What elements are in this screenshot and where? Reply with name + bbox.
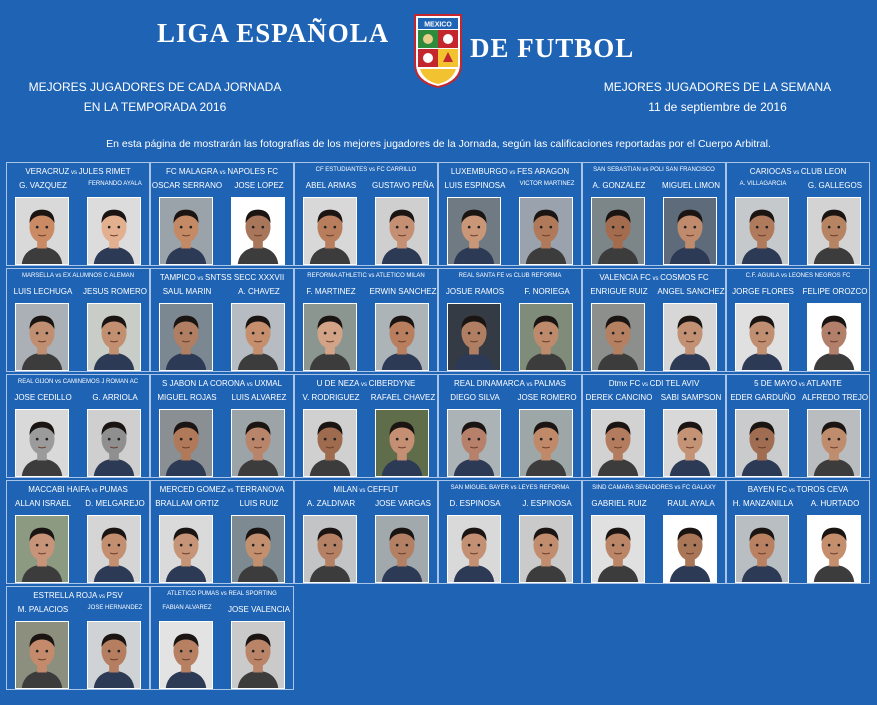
match-cell — [582, 162, 726, 266]
player-photo — [663, 515, 717, 583]
away-team: TOROS CEVA — [796, 485, 849, 494]
player-name: J. ESPINOSA — [522, 499, 572, 508]
player-name: LUIS RUIZ — [239, 499, 279, 508]
vs-separator: vs — [640, 382, 650, 388]
player-photo — [807, 303, 861, 371]
match-label — [151, 485, 293, 494]
home-team: ATLETICO PUMAS — [167, 591, 220, 597]
match-label — [727, 379, 869, 388]
player-name: JOSUE RAMOS — [445, 287, 505, 296]
home-team: CF ESTUDIANTES — [315, 167, 368, 173]
player-photo — [15, 303, 69, 371]
player-photo — [447, 515, 501, 583]
player-photo — [807, 197, 861, 265]
away-team: PALMAS — [534, 379, 567, 388]
match-label — [151, 167, 293, 176]
player-photo — [303, 197, 357, 265]
match-label — [583, 379, 725, 388]
player-name: JOSE VALENCIA — [227, 605, 291, 614]
match-label — [727, 273, 869, 279]
away-team: CDI TEL AVIV — [649, 379, 700, 388]
match-label — [7, 167, 149, 176]
match-cell — [150, 480, 294, 584]
vs-separator: vs — [366, 273, 376, 279]
player-photo — [87, 621, 141, 689]
away-team: SNTSS SECC XXXVII — [205, 273, 285, 282]
player-name: FABIAN ALVAREZ — [162, 605, 212, 611]
player-name: BRALLAM ORTIZ — [155, 499, 219, 508]
vs-separator: vs — [367, 167, 377, 173]
player-photo — [15, 409, 69, 477]
home-team: REAL GIJON — [17, 379, 54, 385]
away-team: EX ALUMNOS C ALEMAN — [63, 273, 135, 279]
away-team: ATLETICO MILAN — [375, 273, 425, 279]
match-label — [583, 485, 725, 491]
match-cell — [6, 162, 150, 266]
player-photo — [231, 515, 285, 583]
match-cell — [294, 480, 438, 584]
match-cell — [6, 374, 150, 478]
player-photo — [231, 303, 285, 371]
player-name: SAUL MARIN — [162, 287, 212, 296]
away-team: TERRANOVA — [235, 485, 285, 494]
match-cell — [150, 586, 294, 690]
player-name: H. MANZANILLA — [732, 499, 794, 508]
player-name: JOSE LOPEZ — [234, 181, 284, 190]
away-team: JULES RIMET — [78, 167, 131, 176]
match-label — [151, 591, 293, 597]
player-name: ALFREDO TREJO — [801, 393, 869, 402]
season-heading — [20, 77, 290, 117]
player-name: RAFAEL CHAVEZ — [370, 393, 436, 402]
match-cell — [726, 374, 870, 478]
player-name: EDER GARDUÑO — [730, 393, 796, 402]
home-team: Dtmx FC — [608, 379, 641, 388]
player-photo — [375, 303, 429, 371]
site-title-left: LIGA ESPAÑOLA — [157, 18, 390, 48]
player-name: GUSTAVO PEÑA — [372, 181, 434, 190]
match-label — [7, 379, 149, 385]
player-photo — [15, 197, 69, 265]
player-name: M. PALACIOS — [17, 605, 69, 614]
match-label — [295, 485, 437, 494]
player-name: FERNANDO AYALA — [88, 181, 142, 187]
vs-separator: vs — [779, 273, 789, 279]
vs-separator: vs — [797, 382, 807, 388]
away-team: ATLANTE — [806, 379, 842, 388]
player-name: JORGE FLORES — [732, 287, 794, 296]
player-photo — [159, 409, 213, 477]
player-photo — [519, 515, 573, 583]
away-team: POLI SAN FRANCISCO — [650, 167, 715, 173]
home-team: FC MALAGRA — [165, 167, 218, 176]
player-photo — [375, 409, 429, 477]
vs-separator: vs — [90, 488, 100, 494]
player-name: MIGUEL LIMON — [662, 181, 720, 190]
match-cell — [726, 268, 870, 372]
match-label — [7, 591, 149, 600]
player-name: A. CHAVEZ — [238, 287, 280, 296]
player-photo — [15, 515, 69, 583]
intro-text: En esta página de mostrarán las fotografías de los mejores jugadores de la Jornada, según las calificaciones reportadas por el Cuerpo Arbitral. — [106, 138, 771, 150]
match-label — [439, 379, 581, 388]
player-name: A. GONZALEZ — [592, 181, 646, 190]
vs-separator: vs — [53, 273, 63, 279]
player-photo — [735, 197, 789, 265]
match-cell — [6, 586, 150, 690]
vs-separator: vs — [787, 488, 797, 494]
match-label — [295, 379, 437, 388]
match-label — [151, 379, 293, 388]
away-team: CAMINEMOS J ROMAN AC — [62, 379, 139, 385]
vs-separator: vs — [53, 379, 63, 385]
player-photo — [375, 515, 429, 583]
player-name: ENRIGUE RUIZ — [590, 287, 648, 296]
player-name: VICTOR MARTINEZ — [519, 181, 575, 187]
player-photo — [159, 621, 213, 689]
match-label — [439, 167, 581, 176]
player-photo — [807, 515, 861, 583]
vs-separator: vs — [97, 594, 107, 600]
away-team: CLUB LEON — [800, 167, 847, 176]
home-team: SAN SEBASTIAN — [593, 167, 641, 173]
match-cell — [150, 162, 294, 266]
vs-separator: vs — [359, 382, 369, 388]
player-name: MIGUEL ROJAS — [157, 393, 217, 402]
vs-separator: vs — [507, 170, 518, 176]
player-name: JOSE HERNANDEZ — [87, 605, 143, 611]
home-team: TAMPICO — [159, 273, 196, 282]
player-name: A. ZALDIVAR — [306, 499, 356, 508]
player-photo — [591, 409, 645, 477]
player-photo — [735, 409, 789, 477]
match-cell — [438, 268, 582, 372]
player-name: JOSE CEDILLO — [14, 393, 72, 402]
player-photo — [447, 197, 501, 265]
away-team: FES ARAGON — [517, 167, 570, 176]
player-name: FELIPE OROZCO — [802, 287, 868, 296]
player-name: A. VILLAGARCIA — [739, 181, 787, 187]
match-label — [583, 167, 725, 173]
player-photo — [231, 621, 285, 689]
match-label — [727, 485, 869, 494]
player-name: ERWIN SANCHEZ — [369, 287, 437, 296]
vs-separator: vs — [195, 276, 206, 282]
vs-separator: vs — [640, 167, 651, 173]
player-photo — [519, 409, 573, 477]
player-photo — [303, 303, 357, 371]
vs-separator: vs — [217, 170, 228, 176]
player-photo — [591, 515, 645, 583]
player-photo — [735, 515, 789, 583]
player-photo — [591, 303, 645, 371]
player-name: G. ARRIOLA — [92, 393, 138, 402]
match-cell — [6, 268, 150, 372]
player-name: DIEGO SILVA — [450, 393, 500, 402]
player-name: GABRIEL RUIZ — [591, 499, 647, 508]
home-team: MACCABI HAIFA — [28, 485, 90, 494]
match-cell — [582, 374, 726, 478]
player-photo — [519, 303, 573, 371]
week-heading-line2: 11 de septiembre de 2016 — [648, 100, 787, 114]
match-label — [7, 273, 149, 279]
player-photo — [663, 197, 717, 265]
vs-separator: vs — [672, 485, 683, 491]
vs-separator: vs — [650, 276, 661, 282]
player-name: ANGEL SANCHEZ — [657, 287, 725, 296]
match-label — [295, 167, 437, 173]
home-team: REAL SANTA FE — [458, 273, 505, 279]
player-photo — [159, 303, 213, 371]
home-team: ESTRELLA ROJA — [33, 591, 98, 600]
player-photo — [159, 197, 213, 265]
player-name: G. VAZQUEZ — [19, 181, 67, 190]
match-label — [583, 273, 725, 282]
league-crest — [412, 12, 464, 89]
home-team: MILAN — [333, 485, 358, 494]
away-team: CLUB REFORMA — [513, 273, 562, 279]
player-photo — [87, 409, 141, 477]
vs-separator: vs — [69, 170, 79, 176]
away-team: CEFFUT — [367, 485, 399, 494]
match-label — [7, 485, 149, 494]
player-photo — [159, 515, 213, 583]
match-cell — [294, 268, 438, 372]
player-name: D. ESPINOSA — [449, 499, 501, 508]
player-photo — [519, 197, 573, 265]
home-team: SAN MIGUEL BAYER — [450, 485, 509, 491]
home-team: REFORMA ATHLETIC — [307, 273, 367, 279]
home-team: 5 DE MAYO — [754, 379, 798, 388]
player-photo — [447, 303, 501, 371]
match-label — [727, 167, 869, 176]
home-team: C.F. AGUILA — [745, 273, 780, 279]
player-photo — [87, 515, 141, 583]
player-photo — [303, 515, 357, 583]
player-photo — [663, 303, 717, 371]
home-team: VERACRUZ — [25, 167, 70, 176]
vs-separator: vs — [219, 591, 229, 597]
player-name: G. GALLEGOS — [807, 181, 863, 190]
player-name: DEREK CANCINO — [585, 393, 653, 402]
player-name: JOSE ROMERO — [517, 393, 577, 402]
match-cell — [6, 480, 150, 584]
away-team: LEONES NEGROS FC — [788, 273, 851, 279]
away-team: PSV — [106, 591, 123, 600]
player-name: LUIS ALVAREZ — [231, 393, 287, 402]
away-team: NAPOLES FC — [227, 167, 279, 176]
vs-separator: vs — [245, 382, 255, 388]
player-name: JESUS ROMERO — [82, 287, 147, 296]
match-cell — [438, 480, 582, 584]
player-name: ALLAN ISRAEL — [14, 499, 72, 508]
player-name: LUIS ESPINOSA — [444, 181, 506, 190]
player-photo — [591, 197, 645, 265]
week-heading — [590, 77, 845, 117]
match-cell — [150, 374, 294, 478]
away-team: FC CARRILLO — [376, 167, 417, 173]
player-photo — [231, 197, 285, 265]
home-team: VALENCIA FC — [599, 273, 651, 282]
vs-separator: vs — [504, 273, 514, 279]
season-heading-line2: EN LA TEMPORADA 2016 — [83, 100, 227, 114]
match-cell — [438, 374, 582, 478]
player-photo — [303, 409, 357, 477]
week-heading-line1: MEJORES JUGADORES DE LA SEMANA — [603, 80, 832, 94]
home-team: MERCED GOMEZ — [159, 485, 226, 494]
away-team: LEYES REFORMA — [518, 485, 570, 491]
match-cell — [726, 162, 870, 266]
home-team: LUXEMBURGO — [450, 167, 508, 176]
match-cell — [294, 162, 438, 266]
player-photo — [87, 197, 141, 265]
home-team: CARIOCAS — [749, 167, 792, 176]
player-photo — [87, 303, 141, 371]
vs-separator: vs — [524, 382, 535, 388]
match-label — [439, 273, 581, 279]
home-team: S JABON LA CORONA — [161, 379, 246, 388]
crest-label: MEXICO — [424, 21, 452, 29]
player-name: SABI SAMPSON — [660, 393, 722, 402]
match-cell — [294, 374, 438, 478]
away-team: PUMAS — [99, 485, 128, 494]
player-photo — [735, 303, 789, 371]
away-team: FC GALAXY — [682, 485, 716, 491]
site-title-right: DE FUTBOL — [470, 33, 635, 63]
player-name: F. NORIEGA — [524, 287, 570, 296]
home-team: REAL DINAMARCA — [453, 379, 525, 388]
away-team: UXMAL — [254, 379, 283, 388]
player-name: OSCAR SERRANO — [151, 181, 223, 190]
match-cell — [582, 480, 726, 584]
player-name: ABEL ARMAS — [305, 181, 357, 190]
match-cell — [726, 480, 870, 584]
vs-separator: vs — [791, 170, 801, 176]
player-name: F. MARTINEZ — [306, 287, 356, 296]
home-team: MARSELLA — [21, 273, 54, 279]
player-name: A. HURTADO — [810, 499, 860, 508]
match-cell — [438, 162, 582, 266]
player-photo — [231, 409, 285, 477]
vs-separator: vs — [509, 485, 519, 491]
player-photo — [447, 409, 501, 477]
home-team: SIND CAMARA SENADORES — [592, 485, 673, 491]
player-name: LUIS LECHUGA — [13, 287, 73, 296]
season-heading-line1: MEJORES JUGADORES DE CADA JORNADA — [28, 80, 282, 94]
away-team: CIBERDYNE — [368, 379, 416, 388]
match-cell — [582, 268, 726, 372]
player-photo — [663, 409, 717, 477]
player-name: RAUL AYALA — [667, 499, 715, 508]
home-team: U DE NEZA — [316, 379, 360, 388]
player-photo — [807, 409, 861, 477]
player-name: D. MELGAREJO — [85, 499, 145, 508]
match-label — [151, 273, 293, 282]
vs-separator: vs — [357, 488, 368, 494]
vs-separator: vs — [225, 488, 236, 494]
player-name: V. RODRIGUEZ — [302, 393, 360, 402]
player-name: JOSE VARGAS — [375, 499, 431, 508]
player-photo — [375, 197, 429, 265]
match-label — [439, 485, 581, 491]
match-cell — [150, 268, 294, 372]
player-photo — [15, 621, 69, 689]
home-team: BAYEN FC — [747, 485, 788, 494]
away-team: REAL SPORTING — [228, 591, 277, 597]
away-team: COSMOS FC — [660, 273, 709, 282]
match-label — [295, 273, 437, 279]
